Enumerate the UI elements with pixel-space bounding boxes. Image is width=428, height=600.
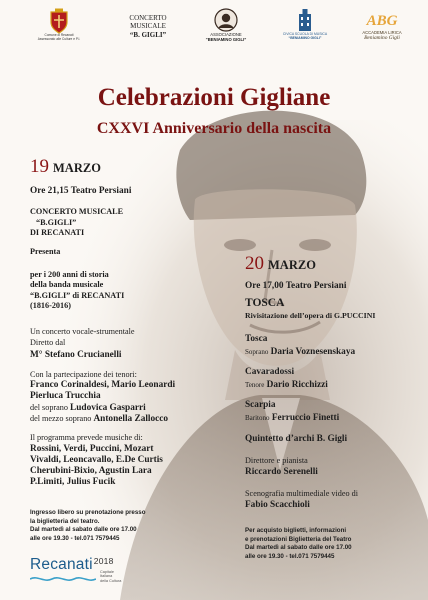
right-role-2-cast: [245, 380, 328, 391]
logo-concerto-line-3: “B. GIGLI”: [129, 30, 167, 39]
logo-concerto-line-1: CONCERTO: [129, 14, 167, 22]
left-participation: Con la partecipazione dei tenori:: [30, 370, 137, 379]
left-program-intro: Il programma prevede musiche di:: [30, 433, 143, 442]
right-role-3-cast: [245, 413, 339, 424]
footer-tag-line-3: della Cultura: [100, 578, 122, 583]
school-building-icon: [296, 8, 314, 32]
left-for-line-3: “B.GIGLI” di RECANATI: [30, 290, 125, 300]
coat-of-arms-icon: [49, 8, 69, 34]
logo-civica-line-2: “BENIAMINO GIGLI”: [288, 36, 322, 41]
right-date-day: 20: [245, 253, 264, 274]
left-mezzo-pre: del mezzo soprano: [30, 414, 94, 423]
left-mezzo-name: Antonella Zallocco: [93, 414, 169, 424]
right-scen-name: Fabio Scacchioli: [245, 500, 310, 510]
left-composers: [30, 444, 163, 488]
left-organizer-line-2: “B.GIGLI”: [36, 217, 77, 227]
left-free-entry-line-4: alle ore 19.30 - tel.071 7579445: [30, 534, 120, 542]
right-role-1-voice: Soprano: [245, 348, 269, 356]
right-time-place: Ore 17,00 Teatro Persiani: [245, 281, 347, 291]
left-presents: Presenta: [30, 247, 61, 256]
right-tickets-line-1: Per acquisto biglietti, informazioni: [245, 527, 347, 534]
left-composers-line-2: Vivaldi, Leoncavallo, E.De Curtis: [30, 455, 163, 465]
right-role-2: Cavaradossi: [245, 367, 295, 377]
logo-accademia-line-1: ACCADEMIA LIRICA: [362, 30, 402, 35]
portrait-medallion-icon: [214, 8, 238, 32]
logo-comune-line-1: Comune di Recanati: [44, 33, 74, 37]
page-subtitle: CXXVI Anniversario della nascita: [96, 120, 332, 137]
left-organizer: [30, 207, 123, 239]
right-role-1: Tosca: [245, 334, 268, 344]
left-tenors: [30, 380, 175, 402]
left-free-entry-line-3: Dal martedì al sabato dalle ore 17.00: [30, 526, 137, 534]
wave-icon: [30, 575, 96, 583]
left-soprano-name: Ludovica Gasparri: [70, 403, 146, 413]
right-role-3-voice: Baritono: [245, 414, 270, 422]
left-tenors-line-2: Pierluca Trucchia: [30, 391, 101, 401]
right-role-3: Scarpia: [245, 400, 276, 410]
left-time-place: Ore 21,15 Teatro Persiani: [30, 186, 132, 196]
logo-concerto-line-2: MUSICALE: [130, 22, 166, 31]
right-quintet: Quintetto d’archi B. Gigli: [245, 434, 348, 444]
right-role-1-cast: [245, 347, 355, 358]
logo-civica-line-1: CIVICA SCUOLA DI MUSICA: [282, 32, 328, 36]
left-date-day: 19: [30, 156, 49, 177]
logo-associazione-line-1: ASSOCIAZIONE: [210, 32, 242, 37]
left-composers-line-4: P.Limiti, Julius Fucik: [30, 477, 116, 487]
left-date: [30, 156, 101, 178]
right-tickets: [245, 527, 352, 561]
right-scen-label: Scenografia multimediale video di: [245, 489, 358, 498]
logo-accademia-lirica: [345, 12, 419, 42]
right-date-month: MARZO: [268, 258, 316, 272]
footer-year: 2018: [93, 556, 114, 566]
left-for-line-2: della banda musicale: [30, 280, 104, 290]
page-title: Celebrazioni Gigliane: [97, 84, 331, 111]
left-directed: Diretto dal: [30, 338, 66, 347]
right-tickets-line-2: e prenotazioni Biglietteria del Teatro: [245, 535, 352, 543]
footer-tag-line-1: Capitale: [100, 570, 114, 574]
footer-logo: [30, 556, 140, 590]
left-free-entry: [30, 509, 146, 543]
logo-civica-scuola: [266, 8, 344, 40]
left-for-line-1: per i 200 anni di storia: [30, 270, 109, 279]
left-date-month: MARZO: [53, 161, 101, 175]
footer-tag: [100, 570, 121, 583]
right-opera: TOSCA: [245, 297, 285, 309]
logo-accademia-line-2: Beniamino Gigli: [364, 35, 400, 42]
logo-comune: [28, 8, 90, 41]
left-tenors-line-1: Franco Corinaldesi, Mario Leonardi: [30, 380, 176, 390]
footer-brand: Recanati: [30, 556, 93, 573]
footer-tag-line-2: Italiana: [100, 574, 113, 579]
right-role-1-name: Daria Voznesenskaya: [270, 347, 356, 357]
left-composers-line-3: Cherubini-Bixio, Agustin Lara: [30, 466, 152, 476]
left-free-entry-line-1: Ingresso libero su prenotazione presso: [30, 509, 146, 516]
left-for-line-4: (1816-2016): [30, 301, 71, 311]
right-tickets-line-3: Dal martedì al sabato dalle ore 17.00: [245, 544, 352, 552]
right-tickets-line-4: alle ore 19.30 - tel.071 7579445: [245, 552, 335, 560]
left-concert-type: Un concerto vocale-strumentale: [30, 327, 135, 336]
logo-comune-line-2: Assessorato alle Culture e P.I.: [37, 36, 81, 41]
left-mezzo-line: [30, 413, 168, 425]
left-composers-line-1: Rossini, Verdi, Puccini, Mozart: [30, 444, 154, 454]
left-organizer-line-3: DI RECANATI: [30, 228, 85, 238]
right-opera-sub: Rivisitazione dell’opera di G.PUCCINI: [245, 311, 376, 320]
logo-associazione: [190, 8, 262, 42]
left-free-entry-line-2: la biglietteria del teatro.: [30, 517, 100, 525]
left-for-lines: [30, 270, 124, 312]
right-dir-label: Direttore e pianista: [245, 456, 308, 465]
left-organizer-line-1: CONCERTO MUSICALE: [30, 207, 124, 216]
right-role-2-voice: Tenore: [245, 381, 265, 389]
right-date: [245, 253, 316, 275]
logo-concerto-musicale: [108, 14, 188, 39]
logo-associazione-line-2: “BENIAMINO GIGLI”: [205, 37, 247, 43]
left-director: M° Stefano Crucianelli: [30, 350, 122, 360]
right-role-2-name: Dario Ricchizzi: [266, 380, 328, 390]
right-role-3-name: Ferruccio Finetti: [271, 413, 340, 423]
left-soprano-pre: del soprano: [30, 403, 71, 412]
abg-logo-icon: ABG: [366, 13, 398, 29]
right-dir-name: Riccardo Serenelli: [245, 467, 318, 477]
